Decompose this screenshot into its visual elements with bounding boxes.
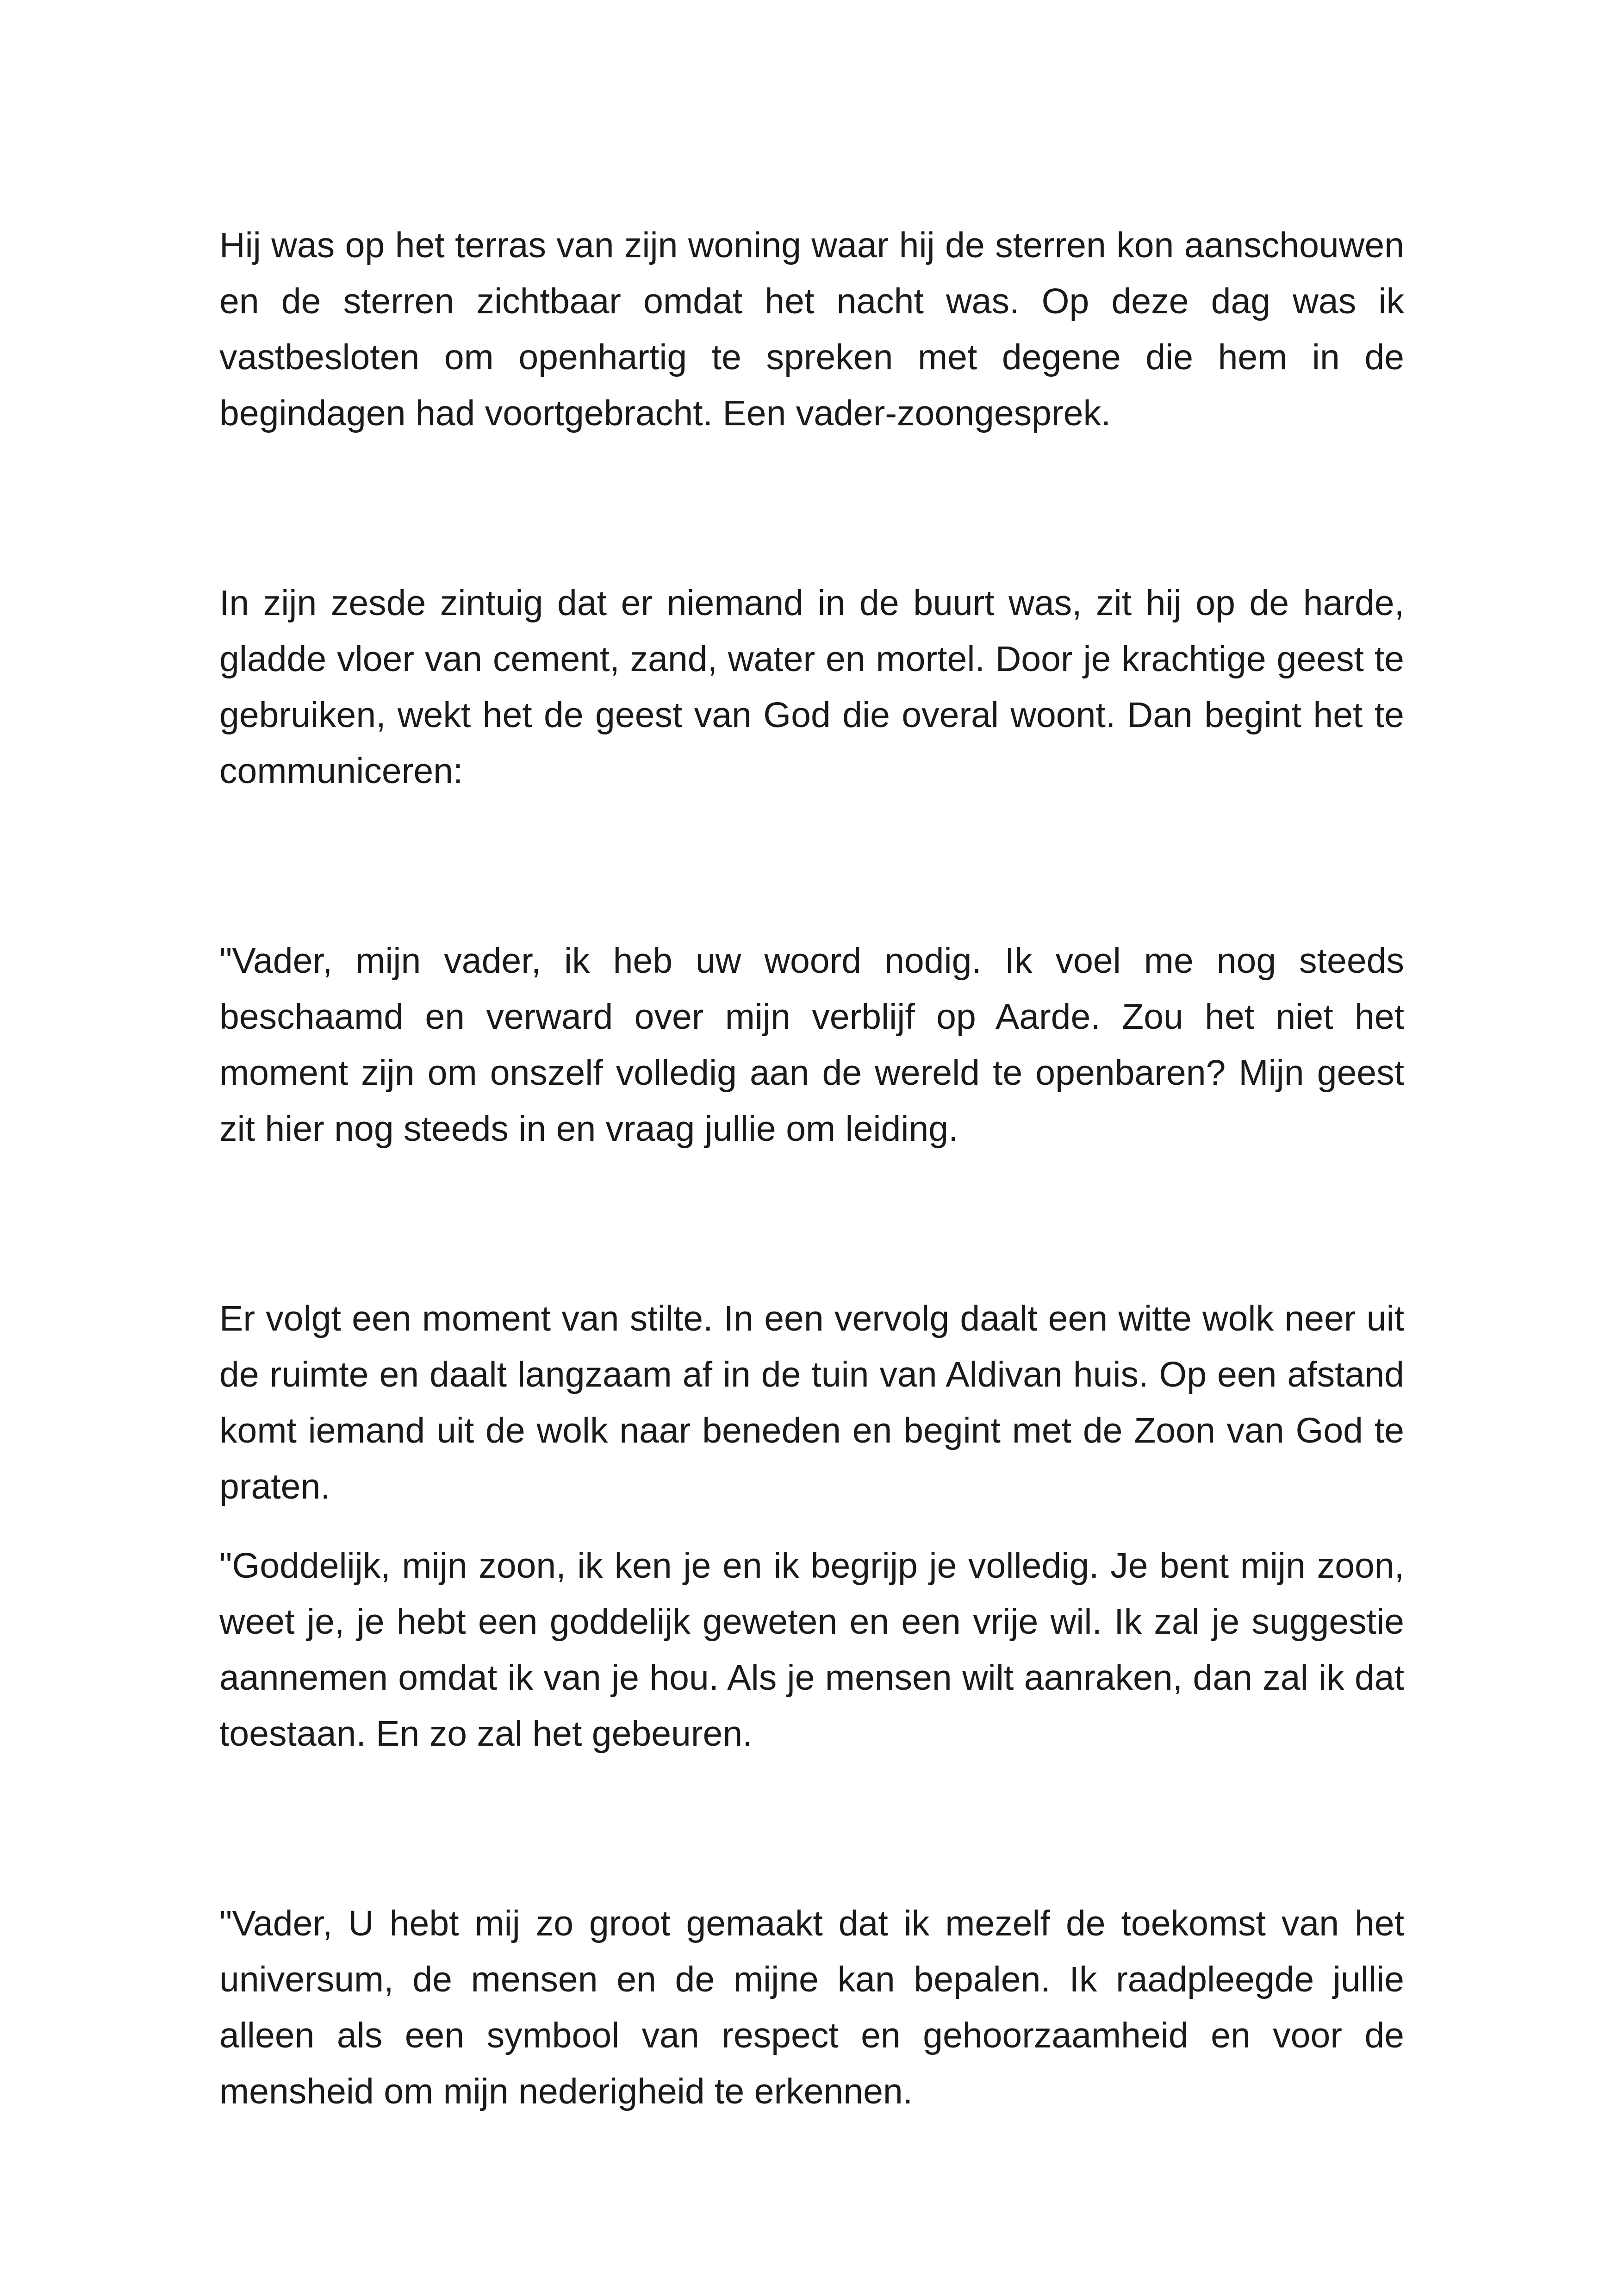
paragraph-1: Hij was op het terras van zijn woning waar hij de sterren kon aanschouwen en de sterren zichtbaar omdat het nacht was. Op deze dag was ik vastbesloten om openhartig te spreken met degene die hem in de begindagen had voortgebracht. Een vader-zoongesprek. <box>219 225 1404 433</box>
document-page <box>219 218 1404 2120</box>
paragraph-2: In zijn zesde zintuig dat er niemand in de buurt was, zit hij op de harde, gladde vloer van cement, zand, water en mortel. Door je krachtige geest te gebruiken, wekt het de geest van God die overal woont. Dan begint het te communiceren: <box>219 583 1404 791</box>
paragraph-4: Er volgt een moment van stilte. In een vervolg daalt een witte wolk neer uit de ruimte en daalt langzaam af in de tuin van Aldivan huis. Op een afstand komt iemand uit de wolk naar beneden en begint met de Zoon van God te praten. <box>219 1299 1404 1506</box>
paragraph-3: "Vader, mijn vader, ik heb uw woord nodig. Ik voel me nog steeds beschaamd en verward over mijn verblijf op Aarde. Zou het niet het moment zijn om onszelf volledig aan de wereld te openbaren? Mijn geest zit hier nog steeds in en vraag jullie om leiding. <box>219 941 1404 1149</box>
paragraph-5: "Goddelijk, mijn zoon, ik ken je en ik begrijp je volledig. Je bent mijn zoon, weet je, je hebt een goddelijk geweten en een vrije wil. Ik zal je suggestie aannemen omdat ik van je hou. Als je mensen wilt aanraken, dan zal ik dat toestaan. En zo zal het gebeuren. <box>219 1546 1404 1754</box>
paragraph-6: "Vader, U hebt mij zo groot gemaakt dat ik mezelf de toekomst van het universum, de mensen en de mijne kan bepalen. Ik raadpleegde jullie alleen als een symbool van respect en gehoorzaamheid en voor de mensheid om mijn nederigheid te erkennen. <box>219 1904 1404 2111</box>
